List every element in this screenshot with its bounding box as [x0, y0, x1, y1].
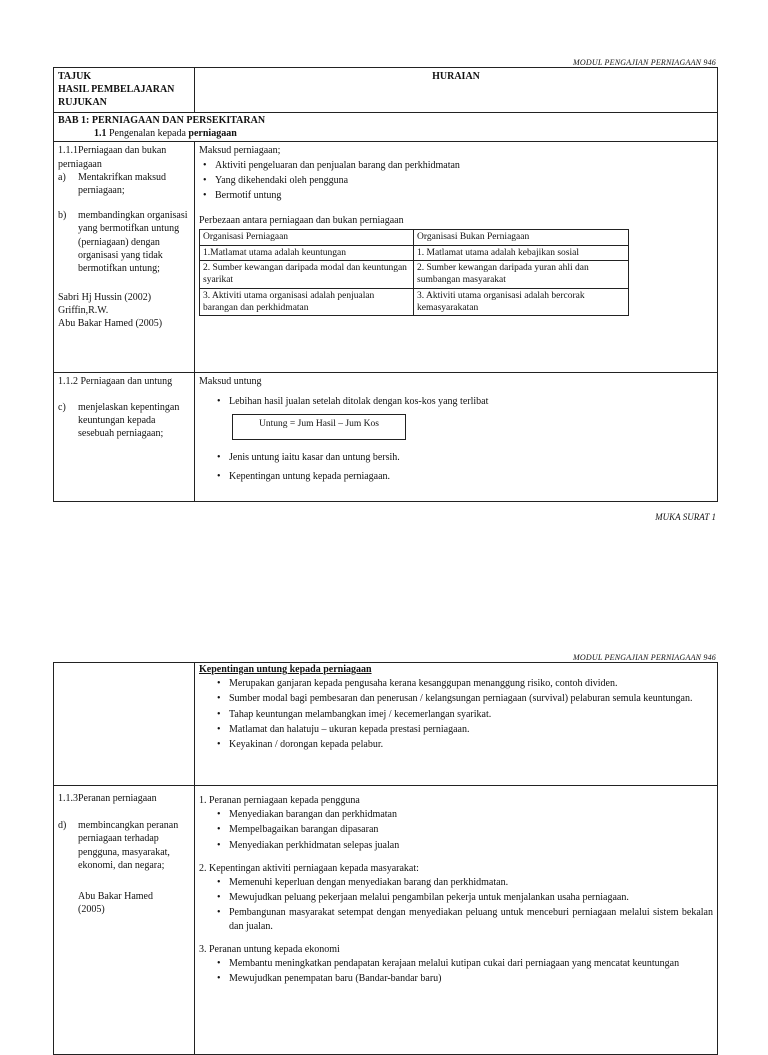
list-item: • Yang dikehendaki oleh pengguna	[215, 174, 713, 187]
item-a-label: a)	[58, 171, 66, 183]
left-header-cell	[54, 68, 195, 113]
subtopic-num: 1.1	[94, 128, 107, 140]
header-row	[54, 68, 718, 113]
maksud-perniagaan-list	[199, 159, 713, 203]
item-d	[58, 819, 190, 872]
huraian-header: HURAIAN	[195, 68, 718, 113]
list-item: • Membantu meningkatkan pendapatan kerajaan melalui kutipan cukai dari perniagaan yang mencatat keuntungan	[229, 957, 713, 970]
subtopic-text: Pengenalan kepada	[109, 128, 186, 140]
section-title: 2. Kepentingan aktiviti perniagaan kepada masyarakat:	[199, 862, 419, 874]
comparison-cell: 1. Matlamat utama adalah kebajikan sosial	[414, 245, 629, 260]
list-item: • Keyakinan / dorongan kepada pelabur.	[229, 738, 713, 751]
row3-left-cell	[54, 786, 195, 1055]
comparison-header: Organisasi Perniagaan	[200, 230, 414, 245]
row2-left-title: 1.1.2 Perniagaan dan untung	[58, 376, 173, 388]
page1-table	[53, 67, 718, 502]
kepentingan-title: Kepentingan untung kepada perniagaan	[199, 664, 372, 675]
comparison-row	[200, 245, 629, 260]
list-item: • Sumber modal bagi pembesaran dan penerusan / kelangsungan perniagaan (survival) pelaburan semula keuntungan.	[229, 692, 713, 705]
comparison-cell: 3. Aktiviti utama organisasi adalah penjualan barangan dan perkhidmatan	[200, 288, 414, 316]
comparison-cell: 1.Matlamat utama adalah keuntungan	[200, 245, 414, 260]
page2-header: MODUL PENGAJIAN PERNIAGAAN 946	[573, 653, 716, 662]
comparison-row	[200, 261, 629, 289]
list-item: • Aktiviti pengeluaran dan penjualan barang dan perkhidmatan	[215, 159, 713, 172]
section-masyarakat	[199, 862, 713, 933]
bab-title: BAB 1: PERNIAGAAN DAN PERSEKITARAN	[58, 115, 266, 126]
list-item: • Bermotif untung	[215, 189, 713, 202]
item-d-label: d)	[58, 820, 67, 832]
row1-right-cell	[195, 142, 718, 373]
row-1-1-2	[54, 373, 718, 502]
reference: Abu Bakar Hamed (2005)	[58, 318, 163, 330]
subtopic-title	[58, 127, 713, 140]
kepentingan-row	[54, 663, 718, 786]
comparison-cell: 2. Sumber kewangan daripada yuran ahli dan sumbangan masyarakat	[414, 261, 629, 289]
list-item: • Kepentingan untung kepada perniagaan.	[229, 470, 713, 483]
page1-header: MODUL PENGAJIAN PERNIAGAAN 946	[573, 58, 716, 67]
section-title: 3. Peranan untung kepada ekonomi	[199, 943, 340, 955]
compare-title: Perbezaan antara perniagaan dan bukan perniagaan	[199, 215, 404, 227]
kepentingan-right-cell	[195, 663, 718, 786]
list-item: • Menyediakan perkhidmatan selepas jualan	[229, 839, 713, 852]
reference: Griffin,R.W.	[58, 305, 109, 317]
subtopic-bold: perniagaan	[188, 128, 237, 140]
item-c-label: c)	[58, 401, 66, 413]
section-list	[199, 957, 713, 985]
comparison-row	[200, 288, 629, 316]
item-b-text: membandingkan organisasi yang bermotifkan untung (perniagaan) dengan organisasi yang tidak bermotifkan untung;	[78, 210, 188, 274]
comparison-cell: 2. Sumber kewangan daripada modal dan keuntungan syarikat	[200, 261, 414, 289]
row2-right-cell	[195, 373, 718, 502]
row2-left-cell	[54, 373, 195, 502]
comparison-header: Organisasi Bukan Perniagaan	[414, 230, 629, 245]
reference: Sabri Hj Hussin (2002)	[58, 292, 152, 304]
list-item: • Merupakan ganjaran kepada pengusaha kerana kesanggupan menanggung risiko, contoh dividen.	[229, 677, 713, 690]
rujukan-label: RUJUKAN	[58, 97, 107, 109]
kepentingan-list	[199, 677, 713, 751]
kepentingan-left-cell	[54, 663, 195, 786]
list-item: • Mewujudkan peluang pekerjaan melalui pengambilan pekerja untuk menjalankan usaha perniagaan.	[229, 891, 713, 904]
row3-left-title: 1.1.3Peranan perniagaan	[58, 793, 157, 804]
hasil-label: HASIL PEMBELAJARAN	[58, 84, 175, 96]
item-c-text: menjelaskan kepentingan keuntungan kepada sesebuah perniagaan;	[78, 401, 180, 439]
row1-references	[58, 291, 190, 331]
section-list	[199, 808, 713, 852]
list-item: • Lebihan hasil jualan setelah ditolak dengan kos-kos yang terlibat	[229, 395, 713, 408]
section-pengguna	[199, 794, 713, 852]
list-item: • Memenuhi keperluan dengan menyediakan barang dan perkhidmatan.	[229, 876, 713, 889]
row3-right-cell	[195, 786, 718, 1055]
page1-footer: MUKA SURAT 1	[655, 512, 716, 522]
list-item: • Menyediakan barangan dan perkhidmatan	[229, 808, 713, 821]
jenis-untung-list	[199, 451, 713, 483]
item-c	[58, 401, 190, 441]
section-ekonomi	[199, 943, 713, 986]
bab-row	[54, 113, 718, 142]
list-item: • Pembangunan masyarakat setempat dengan menyediakan peluang untuk menceburi perniagaan melalui sistem bekalan dan jualan.	[229, 906, 713, 932]
row1-left-title: 1.1.1Perniagaan dan bukan perniagaan	[58, 145, 167, 170]
section-title: 1. Peranan perniagaan kepada pengguna	[199, 795, 360, 806]
list-item: • Jenis untung iaitu kasar dan untung bersih.	[229, 451, 713, 464]
maksud-perniagaan-intro: Maksud perniagaan;	[199, 145, 281, 157]
item-a	[58, 171, 190, 197]
list-item: • Tahap keuntungan melambangkan imej / kecemerlangan syarikat.	[229, 708, 713, 721]
item-b	[58, 209, 190, 275]
item-a-text: Mentakrifkan maksud perniagaan;	[78, 171, 167, 196]
comparison-header-row	[200, 230, 629, 245]
row-1-1-1	[54, 142, 718, 373]
comparison-table	[199, 229, 629, 316]
list-item: • Mewujudkan penempatan baru (Bandar-bandar baru)	[229, 972, 713, 985]
profit-formula-box: Untung = Jum Hasil – Jum Kos	[232, 414, 406, 440]
section-list	[199, 876, 713, 933]
reference: Abu Bakar Hamed (2005)	[78, 890, 153, 916]
item-b-label: b)	[58, 210, 67, 222]
row-1-1-3	[54, 786, 718, 1055]
tajuk-label: TAJUK	[58, 71, 92, 82]
row1-left-cell	[54, 142, 195, 373]
list-item: • Mempelbagaikan barangan dipasaran	[229, 823, 713, 836]
list-item: • Matlamat dan halatuju – ukuran kepada prestasi perniagaan.	[229, 723, 713, 736]
comparison-cell: 3. Aktiviti utama organisasi adalah bercorak kemasyarakatan	[414, 288, 629, 316]
maksud-untung-list	[199, 395, 713, 408]
maksud-untung-intro: Maksud untung	[199, 376, 262, 388]
item-d-text: membincangkan peranan perniagaan terhadap pengguna, masyarakat, ekonomi, dan negara;	[78, 820, 179, 871]
page2-table	[53, 662, 718, 1055]
bab-cell	[54, 113, 718, 142]
